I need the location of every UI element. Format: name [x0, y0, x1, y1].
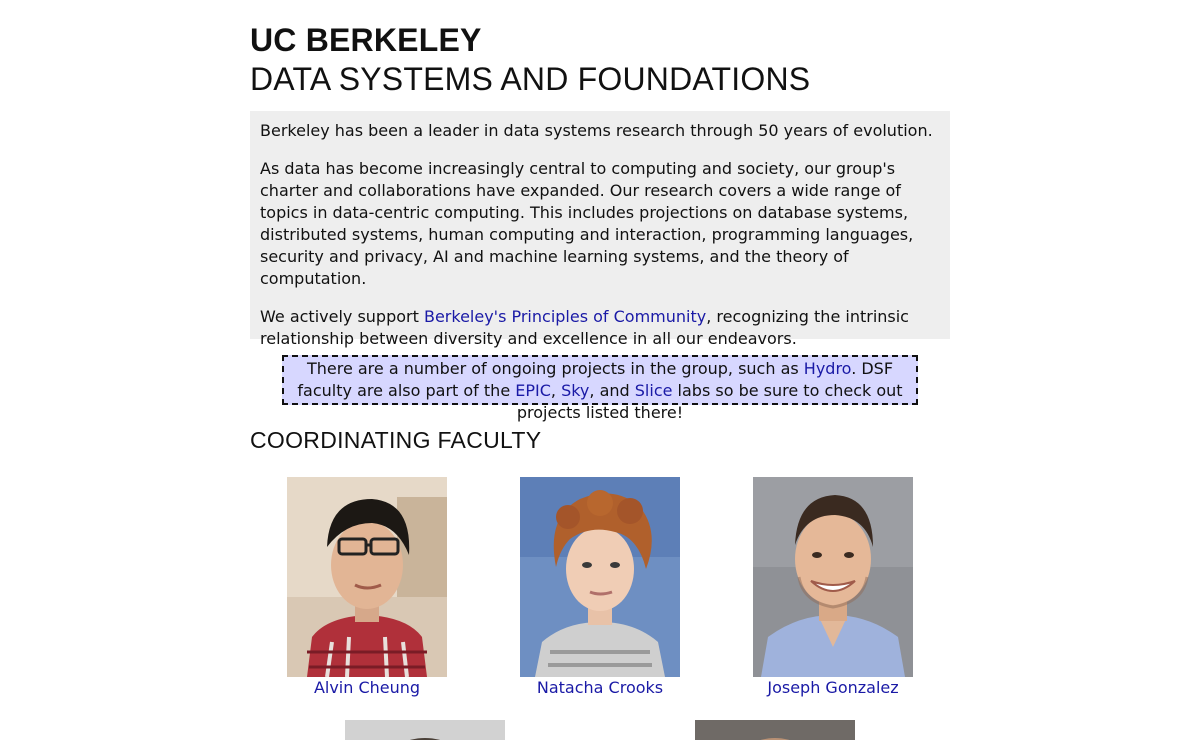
slice-link[interactable]: Slice: [634, 381, 673, 400]
hydro-link[interactable]: Hydro: [803, 359, 852, 378]
sky-link[interactable]: Sky: [561, 381, 590, 400]
faculty-card: [520, 477, 680, 698]
intro-paragraph-2: As data has become increasingly central to computing and society, our group's charter and collaborations have expanded. Our research covers a wide range of topics in data-centric computing. This includes projections on database systems, distributed systems, human computing and interaction, programming languages, security and privacy, AI and machine learning systems, and the theory of computation.: [260, 159, 914, 288]
portrait-photo-icon: [753, 477, 913, 677]
faculty-photo-alvin-cheung[interactable]: [287, 477, 447, 677]
faculty-name-link[interactable]: Joseph Gonzalez: [767, 678, 899, 697]
faculty-card: [345, 720, 505, 740]
projects-text-2: . DSF faculty are also part of the: [297, 359, 894, 400]
coordinating-faculty-heading: COORDINATING FACULTY: [250, 427, 542, 453]
faculty-name-link[interactable]: Alvin Cheung: [313, 678, 421, 697]
page-title-line-1: UC BERKELEY: [250, 22, 482, 58]
page-title: [250, 22, 950, 98]
faculty-photo-natacha-crooks[interactable]: [520, 477, 680, 677]
intro-paragraph-3: [260, 306, 940, 350]
portrait-photo-icon: [520, 477, 680, 677]
epic-link[interactable]: EPIC: [515, 381, 551, 400]
projects-text-1: There are a number of ongoing projects in the group, such as: [306, 359, 804, 378]
projects-callout: [282, 355, 918, 422]
faculty-name-link[interactable]: Natacha Crooks: [536, 678, 664, 697]
faculty-photo[interactable]: [345, 720, 505, 740]
portrait-photo-icon: [287, 477, 447, 677]
faculty-photo-joseph-gonzalez[interactable]: [753, 477, 913, 677]
projects-text-3: ,: [550, 381, 562, 400]
main-content: [250, 22, 950, 453]
intro-p3-text-after: , recognizing the intrinsic relationship between diversity and excellence in all our endeavors.: [260, 307, 909, 348]
page-title-line-2: DATA SYSTEMS AND FOUNDATIONS: [250, 60, 811, 97]
faculty-card: [695, 720, 855, 740]
faculty-card: [287, 477, 447, 698]
intro-paragraph-1: Berkeley has been a leader in data systems research through 50 years of evolution.: [260, 121, 933, 140]
principles-of-community-link[interactable]: Berkeley's Principles of Community: [423, 307, 707, 326]
faculty-photo[interactable]: [695, 720, 855, 740]
projects-text-5: labs so be sure to check out projects listed there!: [516, 381, 903, 422]
portrait-photo-icon: [695, 720, 855, 740]
intro-box: [250, 111, 950, 348]
projects-text-4: , and: [589, 381, 635, 400]
portrait-photo-icon: [345, 720, 505, 740]
faculty-card: [753, 477, 913, 698]
intro-p3-text-before: We actively support: [260, 307, 424, 326]
